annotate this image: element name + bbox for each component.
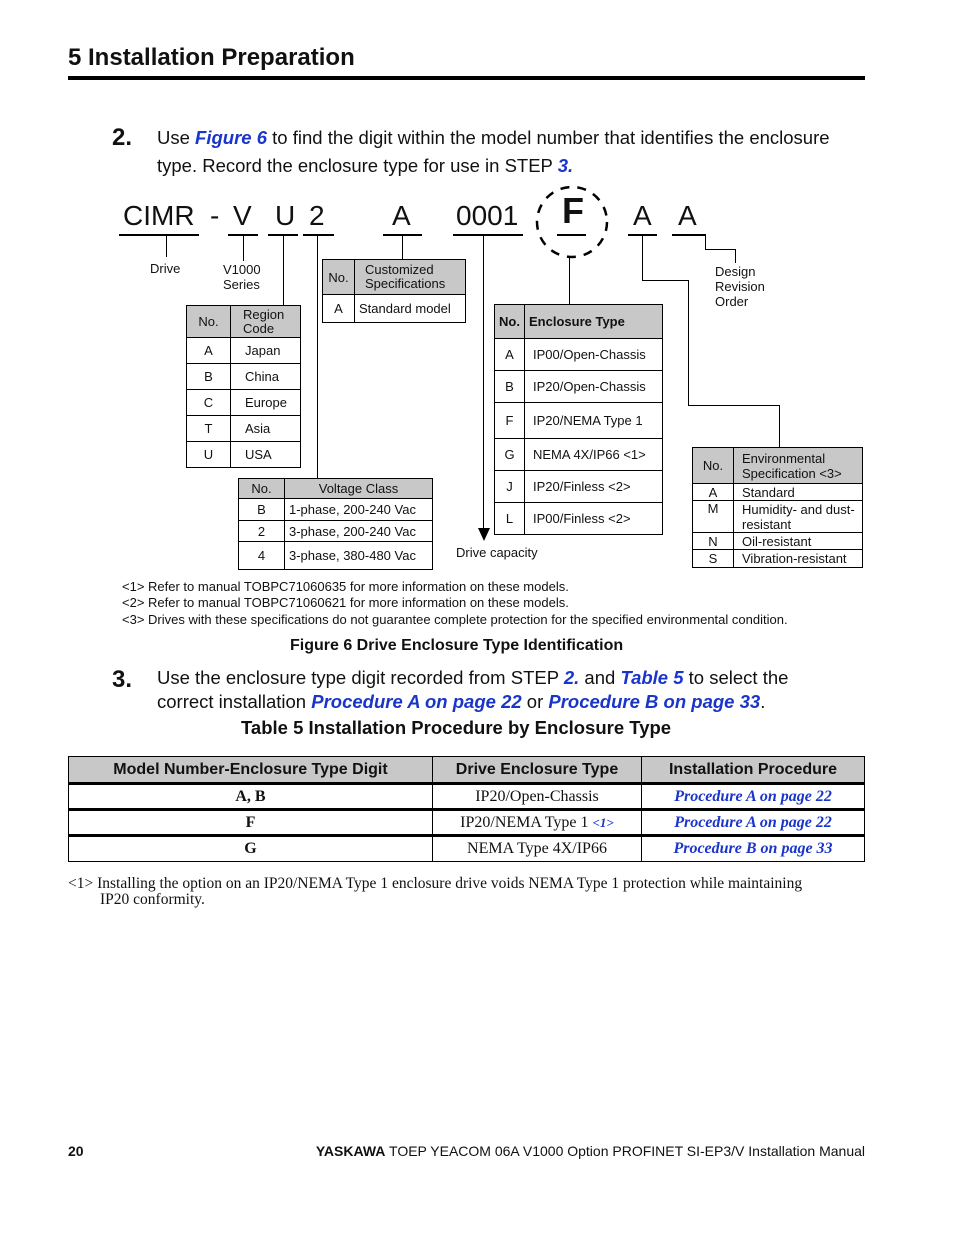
step-3-text: or [521, 691, 549, 712]
enclosure-no: G [495, 439, 525, 471]
enclosure-head-no: No. [495, 305, 525, 339]
model-u: U [275, 200, 296, 231]
enclosure-type: IP00/Open-Chassis [525, 339, 663, 371]
table-header: Installation Procedure [642, 757, 865, 784]
label-v1000 [223, 262, 261, 292]
model-2: 2 [309, 200, 325, 231]
custom-head-spec: Customized Specifications [355, 260, 466, 295]
note-1-link[interactable]: <1> [592, 814, 614, 830]
connector-line [688, 280, 689, 406]
env-spec: Vibration-resistant [734, 550, 863, 568]
connector-line [317, 235, 318, 478]
env-spec: Standard [734, 484, 863, 501]
table-row [69, 810, 865, 836]
highlight-circle-icon [532, 184, 612, 264]
connector-line [705, 235, 706, 249]
enclosure-no: L [495, 503, 525, 535]
connector-line [688, 405, 780, 406]
enclosure-no: F [495, 403, 525, 439]
step-3-text: and [579, 667, 621, 688]
enclosure-head-type: Enclosure Type [525, 305, 663, 339]
region-no: A [187, 338, 231, 364]
underline [303, 234, 334, 236]
footnote-line: IP20 conformity. [100, 891, 205, 908]
enclosure-cell [433, 784, 642, 810]
arrow-down-icon [478, 528, 490, 542]
section-rule [68, 76, 865, 80]
customized-spec-table [322, 259, 466, 323]
page-number: 20 [68, 1143, 84, 1159]
figure-note: <2> Refer to manual TOBPC71060621 for more information on these models. [122, 595, 569, 610]
table-row [69, 836, 865, 862]
footer-manual-title: TOEP YEACOM 06A V1000 Option PROFINET SI-EP3/V Installation Manual [385, 1143, 865, 1159]
region-name: Asia [231, 416, 301, 442]
enclosure-no: A [495, 339, 525, 371]
connector-line [735, 249, 736, 263]
step-3-number: 3. [112, 666, 133, 693]
step-3-line-2 [157, 690, 765, 714]
model-v: V [233, 200, 252, 231]
voltage-class: 1-phase, 200-240 Vac [285, 499, 433, 521]
step-2-text: to find the digit within the model number that identifies the enclosure [267, 127, 830, 148]
installation-procedure-table [68, 756, 865, 862]
env-no: N [693, 533, 734, 550]
enclosure-cell [433, 836, 642, 862]
region-head-code: Region Code [231, 306, 301, 338]
table-row [69, 784, 865, 810]
enclosure-type-table [494, 304, 663, 535]
label-v1000-line: V1000 [223, 262, 261, 277]
digit-cell: F [69, 810, 433, 836]
voltage-no: B [239, 499, 285, 521]
region-head-no: No. [187, 306, 231, 338]
underline [119, 234, 199, 236]
step-2-number: 2. [112, 124, 133, 151]
voltage-class: 3-phase, 380-480 Vac [285, 542, 433, 570]
figure-note: <3> Drives with these specifications do not guarantee complete protection for the specified environmental condition. [122, 612, 788, 627]
step-2-line-1 [157, 124, 830, 152]
model-a1: A [392, 200, 411, 231]
step-3-line-1 [157, 666, 788, 690]
underline [672, 234, 706, 236]
enclosure-no: J [495, 471, 525, 503]
enclosure-type: IP00/Finless <2> [525, 503, 663, 535]
env-head-spec: Environmental Specification <3> [734, 448, 863, 484]
table-header: Drive Enclosure Type [433, 757, 642, 784]
enclosure-no: B [495, 371, 525, 403]
model-a3: A [678, 200, 697, 231]
connector-line [283, 235, 284, 306]
label-design-revision [715, 264, 765, 309]
enclosure-cell [433, 810, 642, 836]
table-header: Model Number-Enclosure Type Digit [69, 757, 433, 784]
procedure-link[interactable]: Procedure A on page 22 [642, 784, 865, 810]
step-3-text: correct installation [157, 691, 312, 712]
step-3-link[interactable]: 3. [557, 155, 574, 176]
figure-6-link[interactable]: Figure 6 [195, 127, 268, 148]
footer-brand: YASKAWA [315, 1143, 386, 1159]
env-no: M [693, 501, 734, 533]
connector-line [243, 235, 244, 261]
table-footnote [68, 876, 868, 908]
enclosure-type: IP20/Open-Chassis [525, 371, 663, 403]
region-no: T [187, 416, 231, 442]
step-3-text: to select the [683, 667, 789, 688]
region-no: C [187, 390, 231, 416]
step-2-link[interactable]: 2. [563, 667, 580, 688]
voltage-head-no: No. [239, 479, 285, 499]
label-drive: Drive [150, 261, 181, 276]
enclosure-text: NEMA Type 4X/IP66 [467, 840, 607, 857]
drive-capacity-arrow [483, 235, 484, 530]
env-spec: Oil-resistant [734, 533, 863, 550]
procedure-b-link[interactable]: Procedure B on page 33 [548, 691, 761, 712]
env-head-no: No. [693, 448, 734, 484]
region-name: USA [231, 442, 301, 468]
voltage-no: 4 [239, 542, 285, 570]
connector-line [166, 235, 167, 257]
label-design-line: Design [715, 264, 756, 279]
custom-head-no: No. [323, 260, 355, 295]
footnote-line: <1> Installing the option on an IP20/NEMA Type 1 enclosure drive voids NEMA Type 1 protection while maintaining [68, 875, 803, 892]
voltage-class-table [238, 478, 433, 570]
model-cimr: CIMR [123, 200, 195, 231]
footer-title [316, 1143, 865, 1159]
connector-line [642, 280, 689, 281]
region-name: Europe [231, 390, 301, 416]
custom-no: A [323, 295, 355, 323]
env-no: A [693, 484, 734, 501]
step-3-text: Use the enclosure type digit recorded from STEP [157, 667, 564, 688]
connector-line [642, 235, 643, 281]
model-dash: - [210, 200, 220, 231]
enclosure-text: IP20/NEMA Type 1 [460, 813, 593, 831]
connector-line [779, 405, 780, 447]
model-0001: 0001 [456, 200, 519, 231]
enclosure-type: NEMA 4X/IP66 <1> [525, 439, 663, 471]
voltage-head-class: Voltage Class [285, 479, 433, 499]
procedure-link[interactable]: Procedure A on page 22 [642, 810, 865, 836]
enclosure-text: IP20/Open-Chassis [475, 787, 599, 805]
section-title: 5 Installation Preparation [68, 44, 355, 71]
label-v1000-line: Series [223, 277, 260, 292]
region-name: Japan [231, 338, 301, 364]
region-name: China [231, 364, 301, 390]
region-no: U [187, 442, 231, 468]
connector-line [569, 258, 570, 304]
model-f: F [562, 190, 584, 231]
digit-cell: A, B [69, 784, 433, 810]
procedure-a-link[interactable]: Procedure A on page 22 [311, 691, 522, 712]
connector-line [402, 235, 403, 260]
region-no: B [187, 364, 231, 390]
figure-note: <1> Refer to manual TOBPC71060635 for more information on these models. [122, 579, 569, 594]
env-spec: Humidity- and dust-resistant [734, 501, 863, 533]
enclosure-type: IP20/Finless <2> [525, 471, 663, 503]
custom-spec: Standard model [355, 295, 466, 323]
voltage-no: 2 [239, 521, 285, 542]
figure-caption: Figure 6 Drive Enclosure Type Identification [290, 637, 624, 654]
environmental-spec-table [692, 447, 863, 568]
table-caption: Table 5 Installation Procedure by Enclosure Type [241, 717, 672, 738]
table-5-link[interactable]: Table 5 [620, 667, 684, 688]
underline [453, 234, 523, 236]
step-2-text: Use [157, 127, 196, 148]
env-no: S [693, 550, 734, 568]
model-a2: A [633, 200, 652, 231]
connector-line [705, 249, 736, 250]
step-2-text: type. Record the enclosure type for use in STEP [157, 155, 558, 176]
label-design-line: Revision [715, 279, 765, 294]
label-design-line: Order [715, 294, 749, 309]
step-3-text: . [760, 691, 766, 712]
digit-cell: G [69, 836, 433, 862]
region-table [186, 305, 301, 468]
enclosure-type: IP20/NEMA Type 1 [525, 403, 663, 439]
step-2-line-2 [157, 152, 573, 180]
procedure-link[interactable]: Procedure B on page 33 [642, 836, 865, 862]
voltage-class: 3-phase, 200-240 Vac [285, 521, 433, 542]
label-drive-capacity: Drive capacity [456, 545, 538, 560]
